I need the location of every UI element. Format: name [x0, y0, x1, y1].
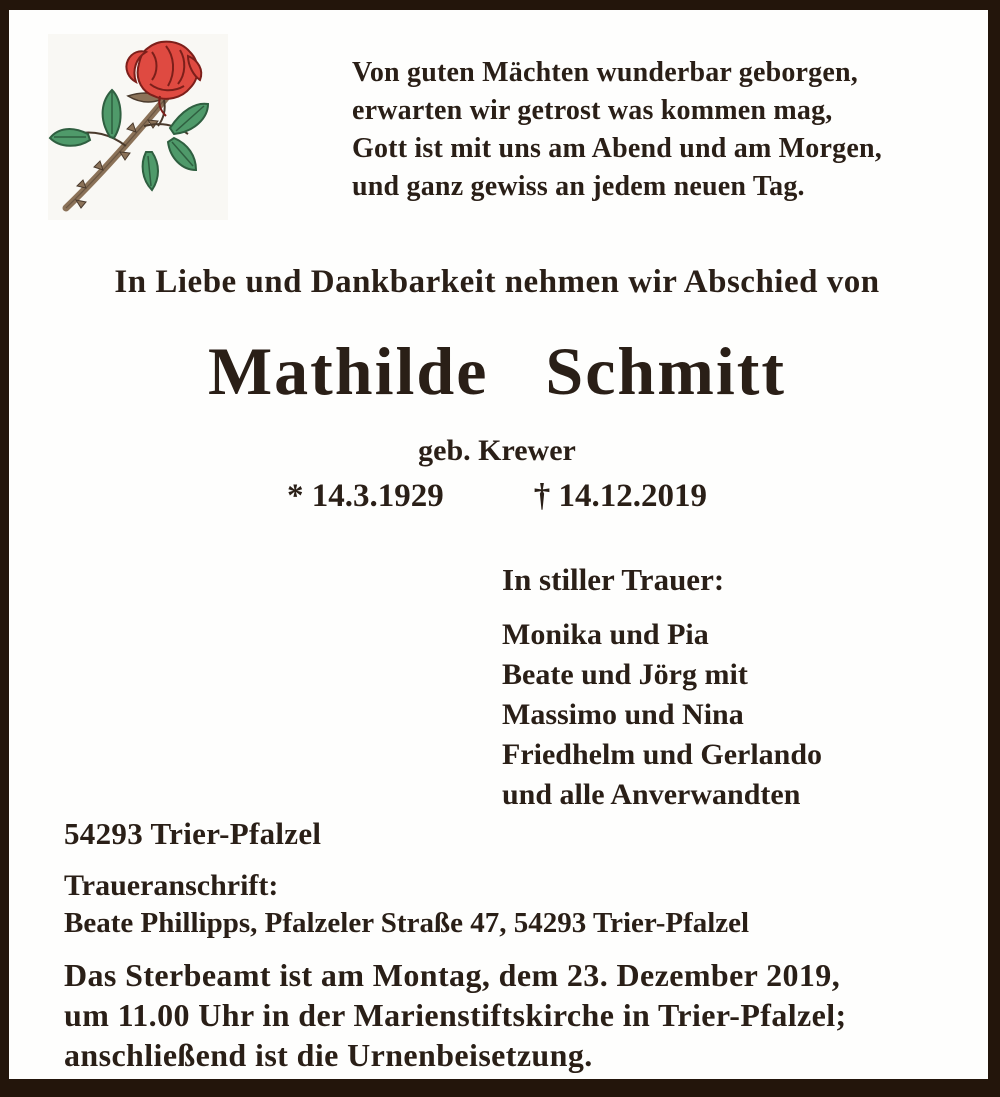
footer-block	[64, 816, 847, 1075]
life-dates	[9, 478, 985, 515]
service-details	[64, 955, 847, 1075]
death-date: † 14.12.2019	[533, 478, 707, 514]
farewell-line: In Liebe und Dankbarkeit nehmen wir Abschied von	[114, 264, 880, 300]
service-line: Das Sterbeamt ist am Montag, dem 23. Dezember 2019,	[64, 957, 841, 993]
service-line: um 11.00 Uhr in der Marienstiftskirche in Trier-Pfalzel;	[64, 997, 847, 1033]
mourner-name: Monika und Pia	[502, 618, 709, 651]
mourners-block	[502, 562, 822, 815]
deceased-name: Mathilde Schmitt	[207, 333, 787, 409]
mourners-heading: In stiller Trauer:	[502, 562, 725, 597]
birth-date: * 14.3.1929	[287, 478, 444, 514]
poem-line: Von guten Mächten wunderbar geborgen,	[352, 57, 858, 88]
mourners-list	[502, 615, 822, 815]
mourner-name: und alle Anverwandten	[502, 778, 801, 811]
poem-line: erwarten wir getrost was kommen mag,	[352, 95, 833, 126]
mourning-address: Beate Phillipps, Pfalzeler Straße 47, 54293 Trier-Pfalzel	[64, 907, 750, 939]
poem-line: Gott ist mit uns am Abend und am Morgen,	[352, 133, 882, 164]
mourner-name: Beate und Jörg mit	[502, 658, 748, 691]
rose-illustration	[48, 34, 228, 220]
city-line: 54293 Trier-Pfalzel	[64, 816, 322, 851]
address-label: Traueranschrift:	[64, 869, 279, 902]
poem	[352, 54, 882, 206]
poem-line: und ganz gewiss an jedem neuen Tag.	[352, 171, 805, 202]
rose-icon	[48, 34, 228, 220]
mourner-name: Massimo und Nina	[502, 698, 744, 731]
service-line: anschließend ist die Urnenbeisetzung.	[64, 1037, 593, 1073]
mourner-name: Friedhelm und Gerlando	[502, 738, 823, 771]
maiden-name: geb. Krewer	[418, 434, 576, 467]
